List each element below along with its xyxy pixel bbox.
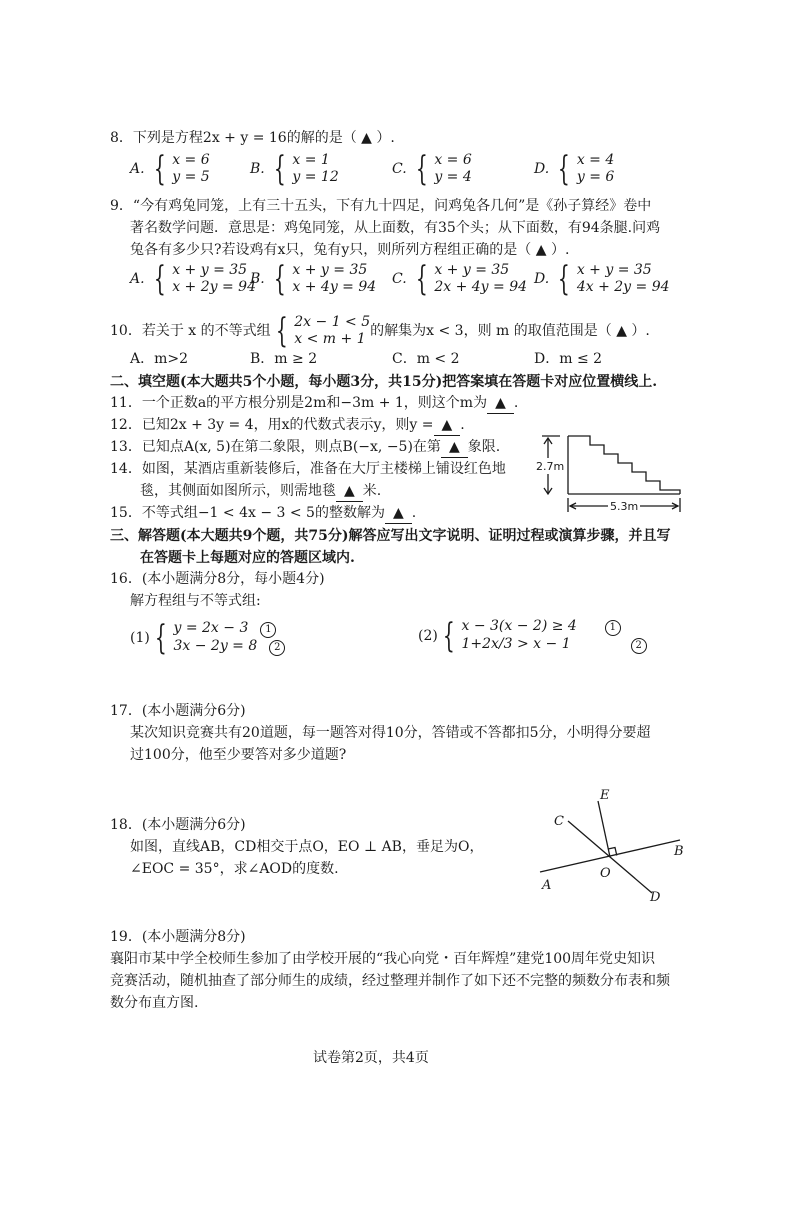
- q8-option-b: B. { x = 1 y = 12: [250, 149, 339, 189]
- q8-option-c: C. { x = 6 y = 4: [392, 149, 472, 189]
- q9-option-b: B. { x + y = 35 x + 4y = 94: [250, 259, 377, 299]
- section-3-heading-line2: 在答题卡上每题对应的答题区域内.: [140, 550, 355, 566]
- page-footer: 试卷第2页，共4页: [313, 1050, 429, 1066]
- label-e: E: [600, 788, 610, 803]
- label-d: D: [650, 890, 661, 905]
- q10-option-c: C．m < 2: [392, 351, 460, 367]
- q14-line2: 毯，其侧面如图所示，则需地毯 ▲ 米.: [140, 481, 381, 502]
- q10-option-b: B．m ≥ 2: [250, 351, 318, 367]
- q9-line3: 兔各有多少只?若设鸡有x只，兔有y只，则所列方程组正确的是（ ▲ ）.: [130, 242, 570, 258]
- circled-1-icon: 1: [605, 620, 621, 636]
- section-2-heading: 二、填空题(本大题共5个小题，每小题3分，共15分)把答案填在答题卡对应位置横线上.: [110, 374, 658, 390]
- q18-heading: 18．(本小题满分6分): [110, 817, 246, 833]
- q16-heading: 16．(本小题满分8分，每小题4分): [110, 571, 325, 587]
- circled-1-icon: 1: [260, 622, 276, 638]
- stair-width-label: 5.3m: [610, 500, 639, 513]
- q9-line2: 著名数学问题．意思是：鸡兔同笼，从上面数，有35个头；从下面数，有94条腿.问鸡: [130, 220, 661, 236]
- label-c: C: [554, 814, 564, 829]
- stair-height-label: 2.7m: [536, 460, 565, 473]
- q9-option-c: C. { x + y = 35 2x + 4y = 94: [392, 259, 528, 299]
- q12: 12．已知2x + 3y = 4，用x的代数式表示y，则y = ▲ .: [110, 415, 465, 436]
- label-o: O: [600, 866, 611, 881]
- q10-stem: 10．若关于 x 的不等式组 { 2x − 1 < 5 x < m + 1 的解集为x < 3，则 m 的取值范围是（ ▲ ）.: [110, 311, 650, 351]
- q10-option-a: A．m>2: [130, 351, 189, 367]
- q19-line1: 襄阳市某中学全校师生参加了由学校开展的“我心向党・百年辉煌”建党100周年党史知识: [110, 951, 656, 967]
- section-3-heading-line1: 三、解答题(本大题共9个题，共75分)解答应写出文字说明、证明过程或演算步骤，并且写: [110, 528, 671, 544]
- q19-line3: 数分布直方图.: [110, 995, 199, 1011]
- q17-line2: 过100分，他至少要答对多少道题?: [130, 747, 347, 763]
- q11: 11．一个正数a的平方根分别是2m和−3m + 1，则这个m为 ▲ .: [110, 393, 518, 414]
- q17-heading: 17．(本小题满分6分): [110, 703, 246, 719]
- q15: 15．不等式组−1 < 4x − 3 < 5的整数解为 ▲ .: [110, 503, 416, 524]
- q9-line1: 9．“今有鸡兔同笼，上有三十五头，下有九十四足，问鸡兔各几何”是《孙子算经》卷中: [110, 198, 652, 214]
- q18-line2: ∠EOC = 35°，求∠AOD的度数.: [130, 861, 339, 877]
- q14-line1: 14．如图，某酒店重新装修后，准备在大厅主楼梯上铺设红色地: [110, 461, 506, 477]
- circled-2-icon: 2: [269, 640, 285, 656]
- q8-option-a: A. { x = 6 y = 5: [130, 149, 210, 189]
- label-a: A: [542, 878, 552, 893]
- label-b: B: [674, 844, 684, 859]
- staircase-figure: [520, 428, 688, 518]
- q16-intro: 解方程组与不等式组:: [130, 593, 261, 609]
- q9-option-d: D. { x + y = 35 4x + 2y = 94: [534, 259, 670, 299]
- q8-stem: 8．下列是方程2x + y = 16的解的是（ ▲ ）.: [110, 130, 395, 146]
- q19-line2: 竞赛活动，随机抽查了部分师生的成绩，经过整理并制作了如下还不完整的频数分布表和频: [110, 973, 670, 989]
- q13: 13．已知点A(x, 5)在第二象限，则点B(−x, −5)在第 ▲ 象限.: [110, 437, 500, 458]
- q10-option-d: D．m ≤ 2: [534, 351, 603, 367]
- q19-heading: 19．(本小题满分8分): [110, 929, 246, 945]
- q16-part2: (2) { x − 3(x − 2) ≥ 4 1 1+2x/3 > x − 1 2: [418, 618, 647, 654]
- q17-line1: 某次知识竞赛共有20道题，每一题答对得10分，答错或不答都扣5分，小明得分要超: [130, 725, 651, 741]
- circled-2-icon: 2: [631, 638, 647, 654]
- q8-option-d: D. { x = 4 y = 6: [534, 149, 615, 189]
- q16-part1: (1) { y = 2x − 3 1 3x − 2y = 8 2: [130, 620, 285, 656]
- q9-option-a: A. { x + y = 35 x + 2y = 94: [130, 259, 256, 299]
- intersecting-lines-figure: [530, 785, 700, 905]
- q18-line1: 如图，直线AB，CD相交于点O，EO ⊥ AB，垂足为O，: [130, 839, 484, 855]
